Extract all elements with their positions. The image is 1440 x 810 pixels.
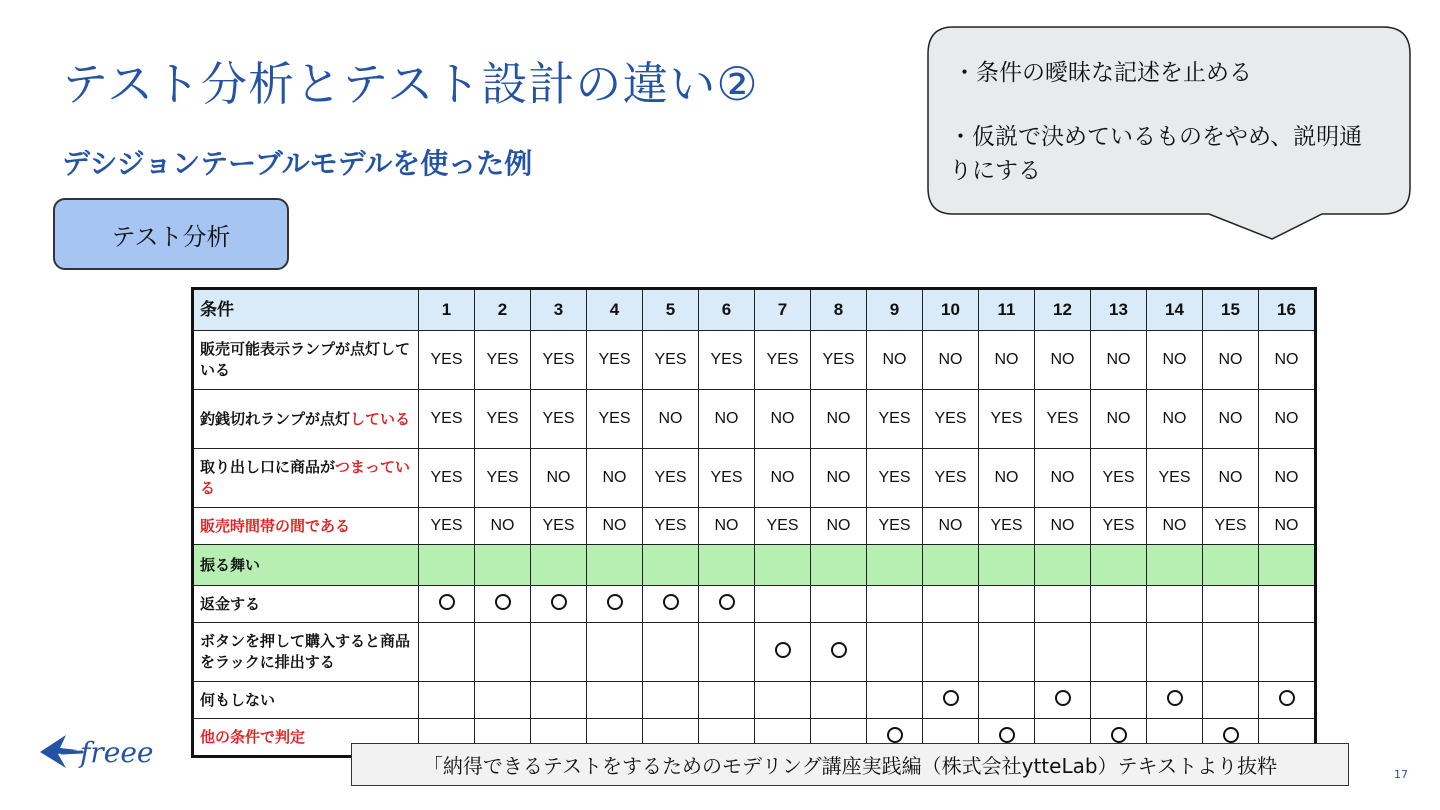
action-cell [1259, 586, 1316, 623]
action-cell [587, 623, 643, 682]
circle-mark-icon [1167, 690, 1183, 706]
row-label-text: している [350, 409, 411, 428]
action-cell [1091, 586, 1147, 623]
circle-mark-icon [551, 594, 567, 610]
condition-cell: YES [755, 331, 811, 390]
condition-cell: YES [1203, 508, 1259, 545]
action-cell [1147, 623, 1203, 682]
condition-cell: YES [1035, 390, 1091, 449]
column-header: 8 [811, 289, 867, 331]
action-cell [587, 586, 643, 623]
action-cell [1203, 586, 1259, 623]
behavior-label: 振る舞い [193, 545, 419, 586]
condition-cell: NO [1259, 390, 1316, 449]
action-cell [643, 623, 699, 682]
condition-cell: YES [923, 390, 979, 449]
behavior-cell [1203, 545, 1259, 586]
condition-cell: YES [587, 390, 643, 449]
decision-table [191, 287, 1317, 758]
circle-mark-icon [1279, 690, 1295, 706]
action-cell [923, 623, 979, 682]
column-header: 9 [867, 289, 923, 331]
column-header: 15 [1203, 289, 1259, 331]
condition-cell: NO [699, 508, 755, 545]
condition-cell: NO [1147, 508, 1203, 545]
freee-logo [36, 730, 186, 782]
condition-cell: NO [811, 449, 867, 508]
column-header: 11 [979, 289, 1035, 331]
action-cell [1091, 682, 1147, 719]
column-header: 3 [531, 289, 587, 331]
action-cell [1147, 682, 1203, 719]
row-label [193, 623, 419, 682]
condition-row [193, 449, 1316, 508]
condition-cell: NO [923, 508, 979, 545]
circle-mark-icon [775, 642, 791, 658]
condition-cell: YES [699, 449, 755, 508]
speech-bubble [927, 26, 1411, 214]
row-label-text: 販売時間帯の間である [200, 516, 351, 535]
analysis-badge [53, 198, 289, 270]
condition-cell: YES [643, 331, 699, 390]
action-cell [867, 682, 923, 719]
condition-row [193, 331, 1316, 390]
circle-mark-icon [1111, 727, 1127, 743]
behavior-cell [475, 545, 531, 586]
action-cell [811, 682, 867, 719]
action-cell [979, 586, 1035, 623]
circle-mark-icon [1223, 727, 1239, 743]
behavior-cell [979, 545, 1035, 586]
action-cell [867, 623, 923, 682]
condition-cell: NO [1203, 449, 1259, 508]
condition-cell: YES [587, 331, 643, 390]
condition-cell: YES [867, 449, 923, 508]
behavior-cell [531, 545, 587, 586]
condition-cell: YES [867, 390, 923, 449]
behavior-cell [587, 545, 643, 586]
condition-cell: YES [419, 390, 475, 449]
action-cell [475, 682, 531, 719]
condition-cell: NO [699, 390, 755, 449]
condition-cell: YES [699, 331, 755, 390]
action-cell [755, 586, 811, 623]
action-cell [979, 682, 1035, 719]
action-cell [643, 682, 699, 719]
svg-text:freee: freee [80, 736, 154, 769]
condition-cell: YES [419, 331, 475, 390]
action-cell [699, 586, 755, 623]
row-label [193, 331, 419, 390]
action-cell [587, 682, 643, 719]
row-label-text: 釣銭切れランプが点灯 [200, 409, 351, 428]
column-header: 5 [643, 289, 699, 331]
condition-cell: YES [419, 508, 475, 545]
condition-cell: NO [1091, 331, 1147, 390]
condition-cell: NO [923, 331, 979, 390]
circle-mark-icon [495, 594, 511, 610]
column-header: 1 [419, 289, 475, 331]
condition-cell: YES [643, 508, 699, 545]
condition-cell: NO [1259, 331, 1316, 390]
condition-cell: NO [1035, 508, 1091, 545]
condition-cell: YES [979, 390, 1035, 449]
circle-mark-icon [999, 727, 1015, 743]
action-cell [867, 586, 923, 623]
column-header: 2 [475, 289, 531, 331]
condition-cell: NO [1203, 331, 1259, 390]
behavior-cell [699, 545, 755, 586]
condition-cell: YES [1147, 449, 1203, 508]
row-label [193, 508, 419, 545]
bubble-line-2: ・仮説で決めているものをやめ、説明通りにする [949, 124, 1363, 184]
condition-cell: YES [419, 449, 475, 508]
circle-mark-icon [1055, 690, 1071, 706]
behavior-cell [1091, 545, 1147, 586]
action-cell [1035, 623, 1091, 682]
behavior-cell [1147, 545, 1203, 586]
condition-cell: NO [643, 390, 699, 449]
condition-cell: NO [1035, 331, 1091, 390]
action-cell [419, 586, 475, 623]
condition-cell: YES [867, 508, 923, 545]
action-cell [1259, 623, 1316, 682]
action-cell [811, 586, 867, 623]
condition-cell: YES [531, 390, 587, 449]
row-label-text: 何もしない [200, 690, 276, 709]
behavior-row [193, 545, 1316, 586]
condition-cell: NO [979, 331, 1035, 390]
action-cell [531, 682, 587, 719]
column-header: 13 [1091, 289, 1147, 331]
condition-cell: NO [1035, 449, 1091, 508]
condition-cell: NO [531, 449, 587, 508]
circle-mark-icon [439, 594, 455, 610]
condition-cell: NO [1259, 449, 1316, 508]
action-cell [475, 586, 531, 623]
action-cell [1147, 586, 1203, 623]
circle-mark-icon [943, 690, 959, 706]
action-cell [755, 682, 811, 719]
action-cell [923, 682, 979, 719]
circle-mark-icon [607, 594, 623, 610]
action-row [193, 623, 1316, 682]
condition-row [193, 508, 1316, 545]
bubble-line-1: ・条件の曖昧な記述を止める [953, 60, 1252, 86]
behavior-cell [419, 545, 475, 586]
circle-mark-icon [887, 727, 903, 743]
action-cell [531, 623, 587, 682]
action-cell [1091, 623, 1147, 682]
source-citation: 「納得できるテストをするためのモデリング講座実践編（株式会社ytteLab）テキストより抜粋 [351, 743, 1349, 786]
condition-cell: NO [811, 508, 867, 545]
condition-cell: NO [1203, 390, 1259, 449]
action-cell [419, 623, 475, 682]
decision-table-wrapper [191, 287, 1317, 758]
row-label-text: 返金する [200, 594, 261, 613]
column-header: 16 [1259, 289, 1316, 331]
condition-cell: YES [475, 331, 531, 390]
column-header: 14 [1147, 289, 1203, 331]
action-cell [699, 682, 755, 719]
condition-cell: NO [979, 449, 1035, 508]
behavior-cell [643, 545, 699, 586]
condition-cell: YES [531, 331, 587, 390]
condition-cell: NO [811, 390, 867, 449]
behavior-cell [755, 545, 811, 586]
condition-cell: NO [1091, 390, 1147, 449]
behavior-cell [923, 545, 979, 586]
badge-label: テスト分析 [111, 222, 231, 251]
circle-mark-icon [831, 642, 847, 658]
behavior-cell [867, 545, 923, 586]
condition-cell: NO [587, 449, 643, 508]
action-cell [1035, 586, 1091, 623]
slide-subtitle: デシジョンテーブルモデルを使った例 [62, 147, 533, 180]
action-cell [531, 586, 587, 623]
circle-mark-icon [663, 594, 679, 610]
action-cell [811, 623, 867, 682]
circle-mark-icon [719, 594, 735, 610]
condition-row [193, 390, 1316, 449]
condition-cell: NO [755, 449, 811, 508]
action-cell [755, 623, 811, 682]
action-cell [643, 586, 699, 623]
column-header: 4 [587, 289, 643, 331]
condition-cell: NO [1147, 331, 1203, 390]
row-label [193, 449, 419, 508]
header-row [193, 289, 1316, 331]
behavior-cell [1035, 545, 1091, 586]
action-cell [1203, 682, 1259, 719]
row-label-text: 他の条件で判定 [200, 727, 306, 746]
row-label [193, 682, 419, 719]
condition-cell: YES [923, 449, 979, 508]
column-header: 7 [755, 289, 811, 331]
slide-title: テスト分析とテスト設計の違い② [62, 57, 759, 111]
condition-cell: YES [531, 508, 587, 545]
condition-cell: NO [475, 508, 531, 545]
condition-cell: NO [1259, 508, 1316, 545]
row-label-text: つまっている [200, 458, 411, 497]
action-cell [699, 623, 755, 682]
condition-cell: YES [475, 390, 531, 449]
behavior-cell [1259, 545, 1316, 586]
condition-cell: YES [811, 331, 867, 390]
row-label-text: 販売可能表示ランプが点灯している [200, 340, 411, 379]
row-label-text: ボタンを押して購入すると商品をラックに排出する [200, 632, 411, 671]
action-cell [1203, 623, 1259, 682]
row-label [193, 586, 419, 623]
condition-cell: YES [1091, 449, 1147, 508]
condition-cell: YES [979, 508, 1035, 545]
condition-cell: NO [587, 508, 643, 545]
action-row [193, 586, 1316, 623]
condition-cell: YES [475, 449, 531, 508]
row-label [193, 390, 419, 449]
row-label-text: 取り出し口に商品が [200, 458, 336, 476]
column-header: 6 [699, 289, 755, 331]
page-number: 17 [1394, 768, 1408, 781]
behavior-cell [811, 545, 867, 586]
header-label: 条件 [193, 289, 419, 331]
action-cell [1259, 682, 1316, 719]
condition-cell: NO [1147, 390, 1203, 449]
column-header: 10 [923, 289, 979, 331]
condition-cell: YES [643, 449, 699, 508]
condition-cell: YES [1091, 508, 1147, 545]
action-cell [475, 623, 531, 682]
condition-cell: NO [867, 331, 923, 390]
column-header: 12 [1035, 289, 1091, 331]
condition-cell: YES [755, 508, 811, 545]
condition-cell: NO [755, 390, 811, 449]
action-cell [1035, 682, 1091, 719]
action-cell [419, 682, 475, 719]
action-row [193, 682, 1316, 719]
action-cell [923, 586, 979, 623]
action-cell [979, 623, 1035, 682]
